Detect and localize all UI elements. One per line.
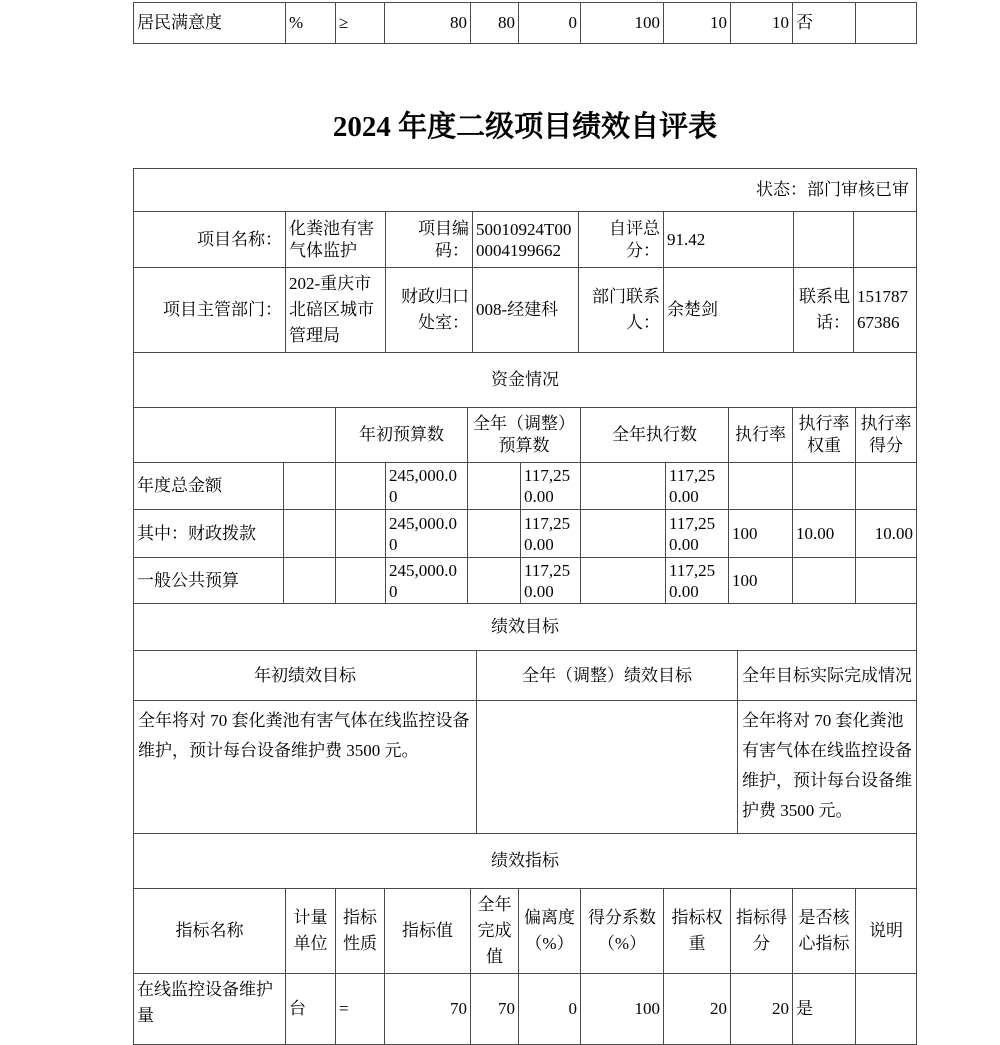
- adjusted-budget-value: 117,250.00: [521, 558, 581, 603]
- deviation-cell: 0: [519, 3, 581, 43]
- empty-cell: [854, 212, 916, 267]
- initial-budget-value: 245,000.00: [386, 558, 468, 603]
- self-score-value: 91.42: [664, 212, 794, 267]
- empty-cell: [284, 463, 336, 509]
- rate-value: 100: [729, 510, 793, 557]
- initial-budget-value: 245,000.00: [386, 510, 468, 557]
- adjusted-budget-value: 117,250.00: [521, 463, 581, 509]
- header-unit: 计量单位: [286, 889, 336, 973]
- empty-cell: [581, 463, 666, 509]
- score-coefficient-cell: 100: [581, 3, 664, 43]
- deviation-cell: 0: [519, 974, 581, 1044]
- indicators-header-row: [134, 889, 916, 974]
- funding-header-rate-weight: 执行率权重: [793, 408, 856, 462]
- rate-weight-value: [793, 558, 856, 603]
- rate-value: [729, 463, 793, 509]
- header-completed-value: 全年完成值: [471, 889, 519, 973]
- weight-cell: 20: [664, 974, 731, 1044]
- targets-section-row: [134, 604, 916, 651]
- header-core-indicator: 是否核心指标: [793, 889, 856, 973]
- header-deviation: 偏离度（%）: [519, 889, 581, 973]
- header-indicator-name: 指标名称: [134, 889, 286, 973]
- empty-cell: [134, 408, 336, 462]
- rate-weight-value: 10.00: [793, 510, 856, 557]
- header-score: 指标得分: [731, 889, 793, 973]
- targets-content-row: [134, 701, 916, 834]
- project-dept-row: [134, 268, 916, 353]
- funding-header-executed: 全年执行数: [581, 408, 729, 462]
- rate-score-value: 10.00: [874, 523, 913, 543]
- empty-cell: [794, 212, 854, 267]
- indicator-row: [134, 974, 916, 1044]
- previous-indicator-table: [133, 2, 917, 44]
- empty-cell: [581, 510, 666, 557]
- empty-cell: [581, 558, 666, 603]
- actual-completion-text: 全年将对 70 套化粪池有害气体在线监控设备维护，预计每台设备维护费 3500 元。: [742, 711, 912, 820]
- empty-cell: [336, 510, 386, 557]
- core-indicator-cell: 否: [793, 3, 856, 43]
- remark-cell: [856, 974, 916, 1044]
- funding-section-title: 资金情况: [491, 370, 559, 389]
- header-nature: 指标性质: [336, 889, 385, 973]
- contact-value: 余楚剑: [664, 268, 794, 352]
- phone-value: 15178767386: [857, 287, 908, 332]
- self-evaluation-table: [133, 168, 917, 1045]
- header-indicator-value: 指标值: [385, 889, 471, 973]
- funding-header-rate: 执行率: [729, 408, 793, 462]
- self-score-label: 自评总分：: [579, 212, 664, 267]
- project-name-label: 项目名称：: [134, 212, 286, 267]
- indicator-value-cell: 70: [385, 974, 471, 1044]
- empty-cell: [284, 510, 336, 557]
- executed-value: 117,250.00: [666, 463, 729, 509]
- funding-header-adjusted-budget: 全年（调整）预算数: [468, 408, 581, 462]
- funding-row-label: 其中：财政拨款: [134, 510, 284, 557]
- funding-header-initial-budget: 年初预算数: [336, 408, 468, 462]
- empty-cell: [284, 558, 336, 603]
- indicator-row: [134, 3, 916, 43]
- unit-cell: %: [286, 3, 336, 43]
- completed-value-cell: 80: [471, 3, 519, 43]
- project-code-label: 项目编码：: [386, 212, 473, 267]
- score-cell: 20: [731, 974, 793, 1044]
- rate-score-value: [856, 463, 916, 509]
- core-indicator-cell: 是: [793, 974, 856, 1044]
- rate-score-value: [856, 558, 916, 603]
- targets-header-actual: 全年目标实际完成情况: [742, 665, 912, 685]
- project-name-row: [134, 212, 916, 268]
- nature-cell: =: [336, 974, 385, 1044]
- funding-row-label: 一般公共预算: [134, 558, 284, 603]
- empty-cell: [468, 558, 521, 603]
- header-weight: 指标权重: [664, 889, 731, 973]
- targets-header-initial: 年初绩效目标: [134, 651, 477, 700]
- adjusted-budget-value: 117,250.00: [521, 510, 581, 557]
- empty-cell: [468, 510, 521, 557]
- adjusted-target-text: [477, 701, 738, 833]
- dept-value: 202-重庆市北碚区城市管理局: [286, 268, 386, 352]
- indicator-value-cell: 80: [385, 3, 471, 43]
- rate-weight-value: [793, 463, 856, 509]
- header-score-coefficient: 得分系数（%）: [581, 889, 664, 973]
- funding-row-public-budget: [134, 558, 916, 604]
- indicator-name-cell: 居民满意度: [134, 3, 286, 43]
- project-code-value: 50010924T000004199662: [473, 212, 579, 267]
- project-name-value: 化粪池有害气体监护: [286, 212, 386, 267]
- empty-cell: [336, 558, 386, 603]
- executed-value: 117,250.00: [666, 510, 729, 557]
- rate-value: 100: [729, 558, 793, 603]
- header-remark: 说明: [869, 921, 903, 940]
- finance-office-value: 008-经建科: [473, 268, 579, 352]
- funding-section-row: [134, 353, 916, 408]
- funding-row-fiscal: [134, 510, 916, 558]
- phone-label: 联系电话：: [794, 268, 854, 352]
- score-cell: 10: [731, 3, 793, 43]
- finance-office-label: 财政归口处室：: [386, 268, 473, 352]
- completed-value-cell: 70: [471, 974, 519, 1044]
- funding-header-row: [134, 408, 916, 463]
- empty-cell: [336, 463, 386, 509]
- indicator-name-cell: 在线监控设备维护量: [134, 974, 286, 1044]
- page-title: 2024 年度二级项目绩效自评表: [332, 111, 718, 143]
- initial-budget-value: 245,000.00: [386, 463, 468, 509]
- status-row: [134, 169, 916, 212]
- targets-section-title: 绩效目标: [491, 617, 559, 636]
- nature-cell: ≥: [336, 3, 385, 43]
- funding-row-total: [134, 463, 916, 510]
- targets-header-row: [134, 651, 916, 701]
- funding-row-label: 年度总金额: [134, 463, 284, 509]
- indicators-section-row: [134, 834, 916, 889]
- unit-cell: 台: [286, 974, 336, 1044]
- dept-label: 项目主管部门：: [134, 268, 286, 352]
- initial-target-text: 全年将对 70 套化粪池有害气体在线监控设备维护，预计每台设备维护费 3500 元。: [134, 701, 477, 833]
- empty-cell: [468, 463, 521, 509]
- remark-cell: [856, 3, 916, 43]
- weight-cell: 10: [664, 3, 731, 43]
- targets-header-adjusted: 全年（调整）绩效目标: [477, 651, 738, 700]
- status-text: 状态：部门审核已审: [756, 180, 909, 199]
- funding-header-rate-score: 执行率得分: [860, 414, 912, 455]
- score-coefficient-cell: 100: [581, 974, 664, 1044]
- indicators-section-title: 绩效指标: [491, 851, 559, 870]
- executed-value: 117,250.00: [666, 558, 729, 603]
- contact-label: 部门联系人：: [579, 268, 664, 352]
